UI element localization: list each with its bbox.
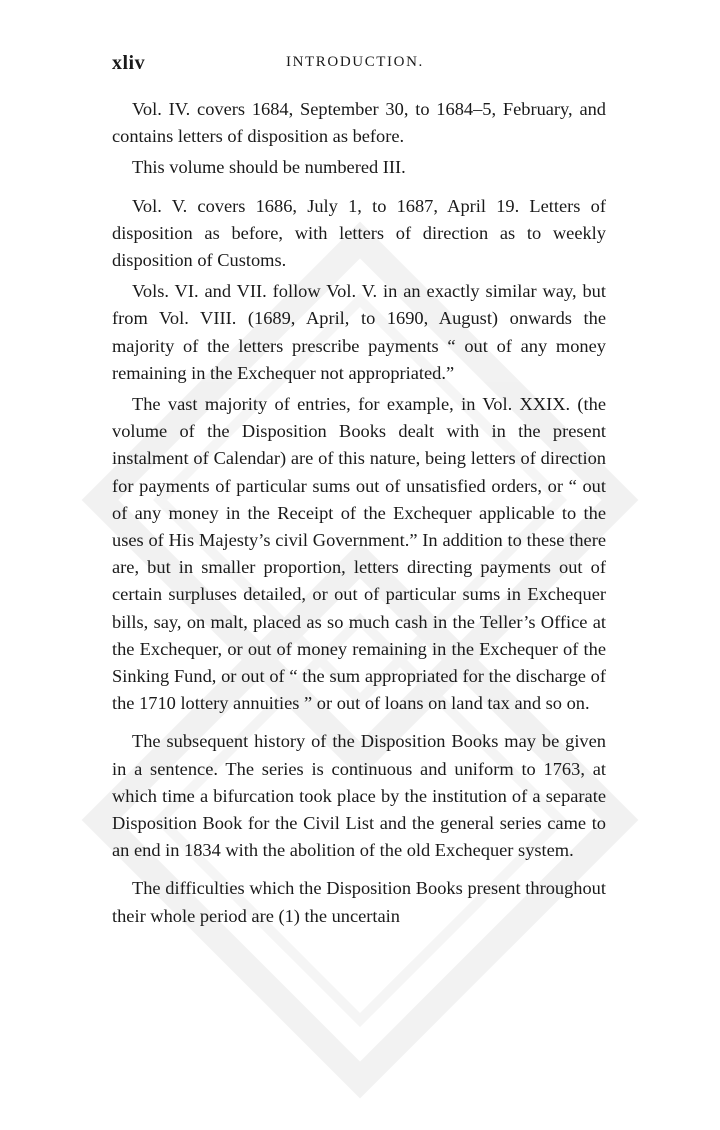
body-text [112,96,606,930]
paragraph-difficulties: The difficulties which the Disposition Books present throughout their whole period are (1) the uncertain [112,878,606,926]
paragraph-vol-v: Vol. V. covers 1686, July 1, to 1687, April 19. Letters of disposition as before, with letters of direction as to weekly disposition of Customs. [112,195,606,271]
paragraph-vol-iv: Vol. IV. covers 1684, September 30, to 1684–5, February, and contains letters of disposition as before. [112,99,606,147]
paragraph-vol-xxix: The vast majority of entries, for example, in Vol. XXIX. (the volume of the Disposition Books dealt with in the present instalment of Calendar) are of this nature, being letters of direction for payments of particular sums out of unsatisfied orders, or “ out of any money in the Receipt of the Exchequer applicable to the uses of His Majesty’s civil Government.” In addition to these there are, but in smaller proportion, letters directing payments out of certain surpluses detailed, or out of particular sums in Exchequer bills, say, on malt, placed as so much cash in the Teller’s Office at the Exchequer, or out of money remaining in the Exchequer of the Sinking Fund, or out of “ the sum appropriated for the discharge of the 1710 lottery annuities ” or out of loans on land tax and so on. [112,394,606,714]
page-header [112,52,606,76]
running-head: INTRODUCTION. [286,54,424,70]
page-number: xliv [112,52,146,74]
paragraph-vols-vi-vii: Vols. VI. and VII. follow Vol. V. in an exactly similar way, but from Vol. VIII. (1689, April, to 1690, August) onwards the majority of the letters prescribe payments “ out of any money remaining in the Exchequer not appropriated.” [112,281,606,383]
paragraph-numbering-note: This volume should be numbered III. [132,157,406,178]
paragraph-subsequent-history: The subsequent history of the Disposition Books may be given in a sentence. The series is continuous and uniform to 1763, at which time a bifurcation took place by the institution of a separate Disposition Book for the Civil List and the general series came to an end in 1834 with the abolition of the old Exchequer system. [112,731,606,861]
